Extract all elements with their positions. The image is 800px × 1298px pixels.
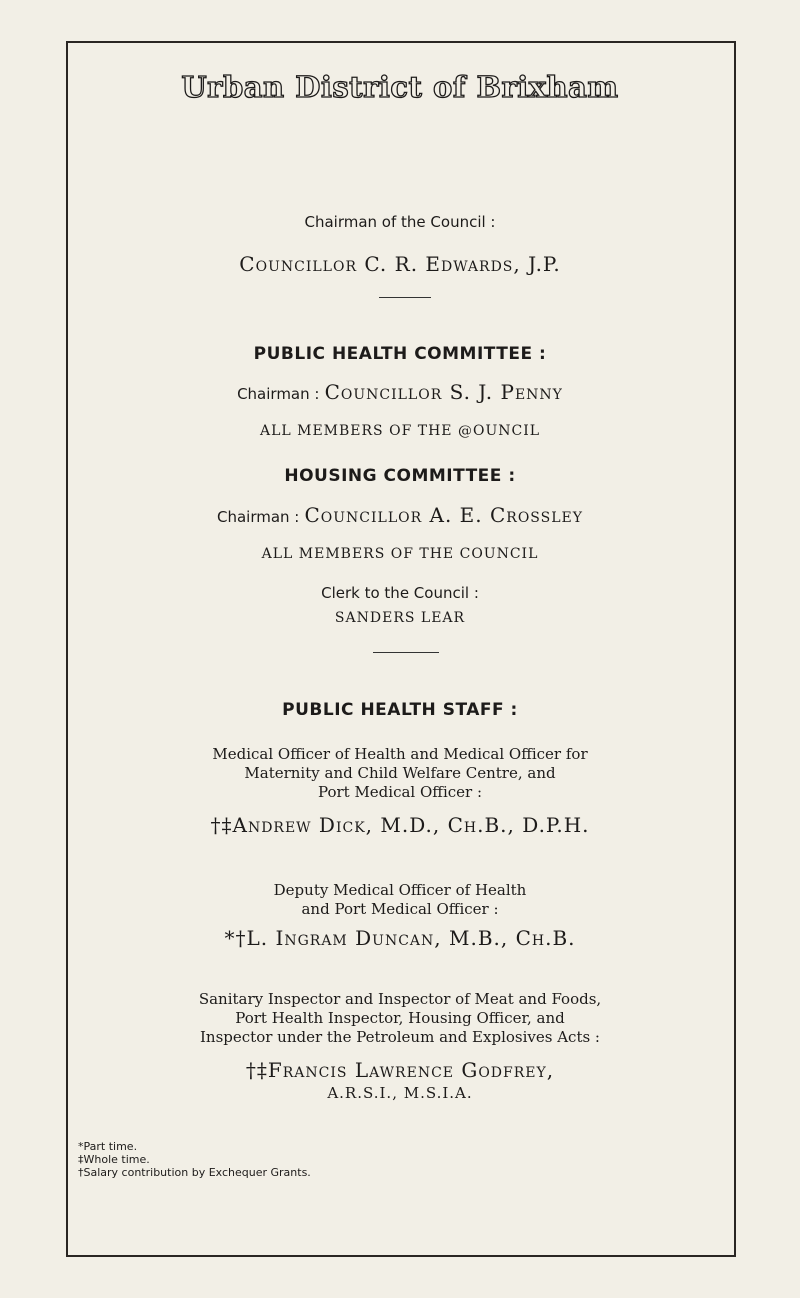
staff-heading: PUBLIC HEALTH STAFF : (282, 700, 518, 720)
housing-committee-chairman (0, 503, 800, 527)
council-chairman-name: Councillor C. R. Edwards, J.P. (239, 252, 561, 276)
clerk-name: SANDERS LEAR (334, 610, 466, 626)
role-line: Medical Officer of Health and Medical Officer for (212, 745, 588, 763)
sanitary-name: †‡Francis Lawrence Godfrey, (245, 1058, 555, 1082)
role-line: Port Health Inspector, Housing Officer, and (235, 1009, 565, 1027)
footnotes (78, 1140, 311, 1179)
moh-role (0, 745, 800, 802)
footnote: ‡Whole time. (78, 1153, 150, 1166)
chairman-name: Councillor S. J. Penny (324, 380, 563, 404)
footnote: *Part time. (78, 1140, 138, 1153)
role-line: Port Medical Officer : (317, 783, 483, 801)
public-health-committee-heading: PUBLIC HEALTH COMMITTEE : (253, 344, 547, 364)
clerk-label: Clerk to the Council : (321, 584, 479, 602)
sanitary-role (0, 990, 800, 1047)
housing-committee-members: ALL MEMBERS OF THE COUNCIL (261, 546, 539, 562)
role-line: Maternity and Child Welfare Centre, and (244, 764, 556, 782)
moh-name: †‡Andrew Dick, M.D., Ch.B., D.P.H. (210, 813, 590, 837)
role-line: Sanitary Inspector and Inspector of Meat and Foods, (198, 990, 602, 1008)
divider (373, 652, 439, 653)
role-line: and Port Medical Officer : (301, 900, 499, 918)
council-chairman-label: Chairman of the Council : (304, 213, 496, 231)
divider (379, 297, 431, 298)
document-title: Urban District of Brixham (181, 70, 619, 104)
role-line: Inspector under the Petroleum and Explosives Acts : (200, 1028, 600, 1046)
chairman-name: Councillor A. E. Crossley (304, 503, 583, 527)
chairman-prefix: Chairman : (216, 508, 300, 526)
housing-committee-heading: HOUSING COMMITTEE : (284, 466, 516, 486)
chairman-prefix: Chairman : (237, 385, 320, 403)
public-health-committee-members: ALL MEMBERS OF THE @OUNCIL (259, 423, 541, 439)
deputy-name: *†L. Ingram Duncan, M.B., Ch.B. (224, 926, 576, 950)
footnote: †Salary contribution by Exchequer Grants. (78, 1166, 311, 1179)
public-health-committee-chairman (0, 380, 800, 404)
sanitary-qualifications: A.R.S.I., M.S.I.A. (327, 1084, 473, 1102)
role-line: Deputy Medical Officer of Health (273, 881, 527, 899)
deputy-role (0, 881, 800, 919)
